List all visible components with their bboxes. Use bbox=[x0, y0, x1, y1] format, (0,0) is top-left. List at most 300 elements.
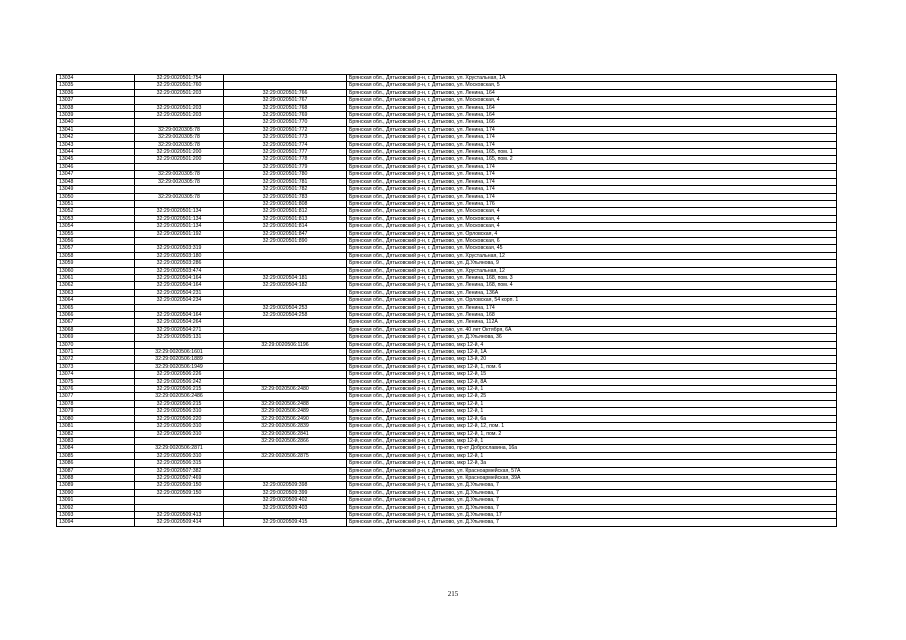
cadastral-number-cell: 32:29:0020501:760 bbox=[135, 82, 224, 89]
building-cadastral-number-cell bbox=[224, 326, 347, 333]
row-number-cell: 13057 bbox=[57, 245, 135, 252]
address-cell: Брянская обл., Дятьковский р-н, г. Дятьково, ул. Ленина, 174 bbox=[347, 134, 837, 141]
address-cell: Брянская обл., Дятьковский р-н, г. Дятьково, мкр 12-й, 1 bbox=[347, 386, 837, 393]
row-number-cell: 13075 bbox=[57, 378, 135, 385]
table-row bbox=[57, 186, 837, 193]
address-cell: Брянская обл., Дятьковский р-н, г. Дятьково, ул. Ленина, 174 bbox=[347, 304, 837, 311]
table-row bbox=[57, 341, 837, 348]
table-row bbox=[57, 149, 837, 156]
row-number-cell: 13088 bbox=[57, 474, 135, 481]
cadastral-number-cell: 32:29:0020506:226 bbox=[135, 371, 224, 378]
table-row bbox=[57, 467, 837, 474]
table-row bbox=[57, 482, 837, 489]
cadastral-number-cell: 32:29:0020501:192 bbox=[135, 230, 224, 237]
building-cadastral-number-cell: 32:29:0020506:2489 bbox=[224, 408, 347, 415]
table-row bbox=[57, 223, 837, 230]
building-cadastral-number-cell bbox=[224, 474, 347, 481]
table-row bbox=[57, 260, 837, 267]
building-cadastral-number-cell bbox=[224, 393, 347, 400]
row-number-cell: 13035 bbox=[57, 82, 135, 89]
address-cell: Брянская обл., Дятьковский р-н, г. Дятьково, ул. Хрустальная, 12 bbox=[347, 252, 837, 259]
building-cadastral-number-cell bbox=[224, 252, 347, 259]
table-row bbox=[57, 193, 837, 200]
address-cell: Брянская обл., Дятьковский р-н, г. Дятьково, мкр 12-й, 6а bbox=[347, 415, 837, 422]
row-number-cell: 13087 bbox=[57, 467, 135, 474]
table-row bbox=[57, 511, 837, 518]
cadastral-number-cell bbox=[135, 186, 224, 193]
building-cadastral-number-cell: 32:29:0020501:778 bbox=[224, 156, 347, 163]
cadastral-number-cell: 32:29:0020503:319 bbox=[135, 245, 224, 252]
building-cadastral-number-cell: 32:29:0020509:399 bbox=[224, 489, 347, 496]
building-cadastral-number-cell bbox=[224, 460, 347, 467]
cadastral-number-cell: 32:29:0020506:310 bbox=[135, 430, 224, 437]
table-row bbox=[57, 497, 837, 504]
cadastral-number-cell: 32:29:0020305:78 bbox=[135, 193, 224, 200]
cadastral-number-cell: 32:29:0020509:414 bbox=[135, 519, 224, 526]
row-number-cell: 13068 bbox=[57, 326, 135, 333]
building-cadastral-number-cell: 32:29:0020501:780 bbox=[224, 171, 347, 178]
table-row bbox=[57, 89, 837, 96]
row-number-cell: 13052 bbox=[57, 208, 135, 215]
building-cadastral-number-cell: 32:29:0020506:1196 bbox=[224, 341, 347, 348]
cadastral-number-cell bbox=[135, 437, 224, 444]
table-row bbox=[57, 356, 837, 363]
building-cadastral-number-cell bbox=[224, 445, 347, 452]
address-cell: Брянская обл., Дятьковский р-н, г. Дятьково, ул. Ленина, 174 bbox=[347, 171, 837, 178]
cadastral-number-cell: 32:29:0020504:164 bbox=[135, 282, 224, 289]
table-row bbox=[57, 452, 837, 459]
address-cell: Брянская обл., Дятьковский р-н, г. Дятьково, ул. Красноармейская, 57А bbox=[347, 467, 837, 474]
cadastral-number-cell: 32:29:0020509:150 bbox=[135, 489, 224, 496]
row-number-cell: 13073 bbox=[57, 363, 135, 370]
row-number-cell: 13061 bbox=[57, 274, 135, 281]
cadastral-number-cell: 32:29:0020507:382 bbox=[135, 467, 224, 474]
row-number-cell: 13070 bbox=[57, 341, 135, 348]
cadastral-number-cell: 32:29:0020505:131 bbox=[135, 334, 224, 341]
row-number-cell: 13058 bbox=[57, 252, 135, 259]
row-number-cell: 13091 bbox=[57, 497, 135, 504]
table-row bbox=[57, 215, 837, 222]
building-cadastral-number-cell: 32:29:0020501:766 bbox=[224, 89, 347, 96]
cadastral-number-cell: 32:29:0020501:134 bbox=[135, 208, 224, 215]
cadastral-number-cell bbox=[135, 200, 224, 207]
cadastral-number-cell: 32:29:0020501:134 bbox=[135, 215, 224, 222]
table-row bbox=[57, 119, 837, 126]
row-number-cell: 13066 bbox=[57, 312, 135, 319]
cadastral-number-cell bbox=[135, 497, 224, 504]
address-cell: Брянская обл., Дятьковский р-н, г. Дятьково, ул. Ленина, 174 bbox=[347, 126, 837, 133]
address-cell: Брянская обл., Дятьковский р-н, г. Дятьково, мкр 12-й, 1 bbox=[347, 452, 837, 459]
row-number-cell: 13076 bbox=[57, 386, 135, 393]
row-number-cell: 13055 bbox=[57, 230, 135, 237]
building-cadastral-number-cell bbox=[224, 289, 347, 296]
address-cell: Брянская обл., Дятьковский р-н, г. Дятьково, мкр 12-й, 12, пом. 1 bbox=[347, 423, 837, 430]
cadastral-number-cell: 32:29:0020506:310 bbox=[135, 408, 224, 415]
building-cadastral-number-cell: 32:29:0020501:773 bbox=[224, 134, 347, 141]
table-row bbox=[57, 104, 837, 111]
building-cadastral-number-cell bbox=[224, 267, 347, 274]
cadastral-number-cell bbox=[135, 304, 224, 311]
building-cadastral-number-cell: 32:29:0020501:777 bbox=[224, 149, 347, 156]
cadastral-number-cell: 32:29:0020506:310 bbox=[135, 423, 224, 430]
row-number-cell: 13065 bbox=[57, 304, 135, 311]
row-number-cell: 13089 bbox=[57, 482, 135, 489]
table-row bbox=[57, 82, 837, 89]
row-number-cell: 13063 bbox=[57, 289, 135, 296]
row-number-cell: 13046 bbox=[57, 163, 135, 170]
row-number-cell: 13080 bbox=[57, 415, 135, 422]
address-cell: Брянская обл., Дятьковский р-н, г. Дятьково, ул. Хрустальная, 12 bbox=[347, 267, 837, 274]
row-number-cell: 13074 bbox=[57, 371, 135, 378]
building-cadastral-number-cell: 32:29:0020501:779 bbox=[224, 163, 347, 170]
table-row bbox=[57, 252, 837, 259]
row-number-cell: 13060 bbox=[57, 267, 135, 274]
row-number-cell: 13043 bbox=[57, 141, 135, 148]
building-cadastral-number-cell bbox=[224, 378, 347, 385]
table-row bbox=[57, 319, 837, 326]
building-cadastral-number-cell: 32:29:0020506:2480 bbox=[224, 386, 347, 393]
table-row bbox=[57, 163, 837, 170]
address-cell: Брянская обл., Дятьковский р-н, г. Дятьково, ул. Ленина, 165, пом. 1 bbox=[347, 149, 837, 156]
building-cadastral-number-cell: 32:29:0020501:774 bbox=[224, 141, 347, 148]
row-number-cell: 13040 bbox=[57, 119, 135, 126]
cadastral-number-cell: 32:29:0020501:134 bbox=[135, 223, 224, 230]
table-row bbox=[57, 289, 837, 296]
building-cadastral-number-cell: 32:29:0020504:253 bbox=[224, 304, 347, 311]
row-number-cell: 13064 bbox=[57, 297, 135, 304]
row-number-cell: 13053 bbox=[57, 215, 135, 222]
page-number: 215 bbox=[447, 590, 459, 598]
table-row bbox=[57, 489, 837, 496]
building-cadastral-number-cell: 32:29:0020509:402 bbox=[224, 497, 347, 504]
building-cadastral-number-cell: 32:29:0020506:2490 bbox=[224, 415, 347, 422]
address-cell: Брянская обл., Дятьковский р-н, г. Дятьково, мкр 12-й, 1А bbox=[347, 349, 837, 356]
building-cadastral-number-cell: 32:29:0020501:772 bbox=[224, 126, 347, 133]
building-cadastral-number-cell bbox=[224, 334, 347, 341]
row-number-cell: 13093 bbox=[57, 511, 135, 518]
building-cadastral-number-cell: 32:29:0020501:890 bbox=[224, 237, 347, 244]
cadastral-number-cell: 32:29:0020509:150 bbox=[135, 482, 224, 489]
table-row bbox=[57, 230, 837, 237]
cadastral-number-cell: 32:29:0020504:234 bbox=[135, 297, 224, 304]
address-cell: Брянская обл., Дятьковский р-н, г. Дятьково, ул. 40 лет Октября, 6А bbox=[347, 326, 837, 333]
table-row bbox=[57, 297, 837, 304]
table-row bbox=[57, 334, 837, 341]
building-cadastral-number-cell: 32:29:0020501:812 bbox=[224, 208, 347, 215]
row-number-cell: 13079 bbox=[57, 408, 135, 415]
address-cell: Брянская обл., Дятьковский р-н, г. Дятьково, ул. Д.Ульянова, 7 bbox=[347, 497, 837, 504]
row-number-cell: 13039 bbox=[57, 112, 135, 119]
building-cadastral-number-cell: 32:29:0020501:767 bbox=[224, 97, 347, 104]
building-cadastral-number-cell: 32:29:0020501:770 bbox=[224, 119, 347, 126]
address-cell: Брянская обл., Дятьковский р-н, г. Дятьково, ул. Ленина, 168 bbox=[347, 312, 837, 319]
building-cadastral-number-cell: 32:29:0020509:398 bbox=[224, 482, 347, 489]
address-cell: Брянская обл., Дятьковский р-н, г. Дятьково, ул. Ленина, 164 bbox=[347, 112, 837, 119]
address-cell: Брянская обл., Дятьковский р-н, г. Дятьково, ул. Ленина, 168, пом. 3 bbox=[347, 274, 837, 281]
row-number-cell: 13071 bbox=[57, 349, 135, 356]
table-row bbox=[57, 126, 837, 133]
table-row bbox=[57, 245, 837, 252]
table-row bbox=[57, 134, 837, 141]
address-cell: Брянская обл., Дятьковский р-н, г. Дятьково, мкр 12-й, 8А bbox=[347, 378, 837, 385]
row-number-cell: 13054 bbox=[57, 223, 135, 230]
address-cell: Брянская обл., Дятьковский р-н, г. Дятьково, ул. Д.Ульянова, 36 bbox=[347, 334, 837, 341]
cadastral-number-cell: 32:29:0020504:164 bbox=[135, 312, 224, 319]
cadastral-number-cell: 32:29:0020506:242 bbox=[135, 378, 224, 385]
row-number-cell: 13059 bbox=[57, 260, 135, 267]
cadastral-number-cell: 32:29:0020305:78 bbox=[135, 141, 224, 148]
address-cell: Брянская обл., Дятьковский р-н, г. Дятьково, ул. Ленина, 174 bbox=[347, 163, 837, 170]
building-cadastral-number-cell: 32:29:0020501:847 bbox=[224, 230, 347, 237]
table-row bbox=[57, 178, 837, 185]
row-number-cell: 13037 bbox=[57, 97, 135, 104]
cadastral-number-cell: 32:29:0020506:220 bbox=[135, 415, 224, 422]
building-cadastral-number-cell: 32:29:0020501:781 bbox=[224, 178, 347, 185]
row-number-cell: 13090 bbox=[57, 489, 135, 496]
cadastral-number-cell: 32:29:0020506:1949 bbox=[135, 363, 224, 370]
building-cadastral-number-cell: 32:29:0020501:768 bbox=[224, 104, 347, 111]
table-row bbox=[57, 312, 837, 319]
cadastral-number-cell: 32:29:0020504:231 bbox=[135, 289, 224, 296]
address-cell: Брянская обл., Дятьковский р-н, г. Дятьково, ул. Д.Ульянова, 7 bbox=[347, 504, 837, 511]
building-cadastral-number-cell bbox=[224, 245, 347, 252]
row-number-cell: 13044 bbox=[57, 149, 135, 156]
address-cell: Брянская обл., Дятьковский р-н, г. Дятьково, ул. Московская, 5 bbox=[347, 82, 837, 89]
table-row bbox=[57, 430, 837, 437]
address-cell: Брянская обл., Дятьковский р-н, г. Дятьково, ул. Ленина, 165, пом. 2 bbox=[347, 156, 837, 163]
address-cell: Брянская обл., Дятьковский р-н, г. Дятьково, ул. Московская, 4 bbox=[347, 208, 837, 215]
cadastral-number-cell: 32:29:0020504:271 bbox=[135, 326, 224, 333]
cadastral-number-cell: 32:29:0020507:469 bbox=[135, 474, 224, 481]
building-cadastral-number-cell: 32:29:0020509:415 bbox=[224, 519, 347, 526]
table-row bbox=[57, 112, 837, 119]
table-row bbox=[57, 267, 837, 274]
address-cell: Брянская обл., Дятьковский р-н, г. Дятьково, пр-кт Доброславина, 16а bbox=[347, 445, 837, 452]
address-cell: Брянская обл., Дятьковский р-н, г. Дятьково, ул. Д.Ульянова, 7 bbox=[347, 489, 837, 496]
address-cell: Брянская обл., Дятьковский р-н, г. Дятьково, мкр 13-й, 20 bbox=[347, 356, 837, 363]
building-cadastral-number-cell bbox=[224, 511, 347, 518]
table-row bbox=[57, 156, 837, 163]
building-cadastral-number-cell: 32:29:0020504:258 bbox=[224, 312, 347, 319]
address-cell: Брянская обл., Дятьковский р-н, г. Дятьково, ул. Ленина, 174 bbox=[347, 186, 837, 193]
table-row bbox=[57, 171, 837, 178]
table-row bbox=[57, 282, 837, 289]
building-cadastral-number-cell: 32:29:0020506:2875 bbox=[224, 452, 347, 459]
registry-table-body bbox=[57, 75, 837, 527]
table-row bbox=[57, 274, 837, 281]
row-number-cell: 13077 bbox=[57, 393, 135, 400]
table-row bbox=[57, 75, 837, 82]
row-number-cell: 13050 bbox=[57, 193, 135, 200]
address-cell: Брянская обл., Дятьковский р-н, г. Дятьково, ул. Д.Ульянова, 9 bbox=[347, 260, 837, 267]
table-row bbox=[57, 400, 837, 407]
cadastral-number-cell bbox=[135, 341, 224, 348]
cadastral-number-cell: 32:29:0020506:2871 bbox=[135, 445, 224, 452]
cadastral-number-cell bbox=[135, 504, 224, 511]
address-cell: Брянская обл., Дятьковский р-н, г. Дятьково, ул. Московская, 4 bbox=[347, 223, 837, 230]
address-cell: Брянская обл., Дятьковский р-н, г. Дятьково, ул. Московская, 4 bbox=[347, 97, 837, 104]
building-cadastral-number-cell bbox=[224, 297, 347, 304]
row-number-cell: 13045 bbox=[57, 156, 135, 163]
row-number-cell: 13036 bbox=[57, 89, 135, 96]
table-row bbox=[57, 200, 837, 207]
building-cadastral-number-cell: 32:29:0020506:2839 bbox=[224, 423, 347, 430]
cadastral-number-cell: 32:29:0020506:2486 bbox=[135, 393, 224, 400]
table-row bbox=[57, 474, 837, 481]
building-cadastral-number-cell: 32:29:0020501:813 bbox=[224, 215, 347, 222]
table-row bbox=[57, 445, 837, 452]
cadastral-number-cell: 32:29:0020305:78 bbox=[135, 171, 224, 178]
cadastral-number-cell: 32:29:0020503:180 bbox=[135, 252, 224, 259]
cadastral-number-cell bbox=[135, 163, 224, 170]
row-number-cell: 13094 bbox=[57, 519, 135, 526]
address-cell: Брянская обл., Дятьковский р-н, г. Дятьково, ул. Ленина, 164 bbox=[347, 104, 837, 111]
building-cadastral-number-cell bbox=[224, 371, 347, 378]
cadastral-number-cell: 32:29:0020506:1889 bbox=[135, 356, 224, 363]
address-cell: Брянская обл., Дятьковский р-н, г. Дятьково, ул. Ленина, 174 bbox=[347, 141, 837, 148]
table-row bbox=[57, 141, 837, 148]
cadastral-number-cell: 32:29:0020501:203 bbox=[135, 112, 224, 119]
address-cell: Брянская обл., Дятьковский р-н, г. Дятьково, ул. Ленина, 112А bbox=[347, 319, 837, 326]
table-row bbox=[57, 415, 837, 422]
cadastral-number-cell: 32:29:0020506:1601 bbox=[135, 349, 224, 356]
building-cadastral-number-cell bbox=[224, 356, 347, 363]
row-number-cell: 13092 bbox=[57, 504, 135, 511]
table-row bbox=[57, 393, 837, 400]
address-cell: Брянская обл., Дятьковский р-н, г. Дятьково, мкр 12-й, 25 bbox=[347, 393, 837, 400]
cadastral-number-cell: 32:29:0020506:215 bbox=[135, 386, 224, 393]
row-number-cell: 13069 bbox=[57, 334, 135, 341]
address-cell: Брянская обл., Дятьковский р-н, г. Дятьково, ул. Ленина, 166 bbox=[347, 119, 837, 126]
row-number-cell: 13048 bbox=[57, 178, 135, 185]
building-cadastral-number-cell bbox=[224, 82, 347, 89]
table-row bbox=[57, 437, 837, 444]
cadastral-number-cell: 32:29:0020501:754 bbox=[135, 75, 224, 82]
address-cell: Брянская обл., Дятьковский р-н, г. Дятьково, мкр 12-й, 15 bbox=[347, 371, 837, 378]
property-registry-table bbox=[56, 74, 837, 527]
building-cadastral-number-cell bbox=[224, 75, 347, 82]
address-cell: Брянская обл., Дятьковский р-н, г. Дятьково, мкр 12-й, 1 bbox=[347, 400, 837, 407]
cadastral-number-cell: 32:29:0020504:164 bbox=[135, 274, 224, 281]
table-row bbox=[57, 208, 837, 215]
building-cadastral-number-cell bbox=[224, 467, 347, 474]
building-cadastral-number-cell bbox=[224, 319, 347, 326]
cadastral-number-cell: 32:29:0020503:286 bbox=[135, 260, 224, 267]
address-cell: Брянская обл., Дятьковский р-н, г. Дятьково, ул. Орловская, 54 корп. 1 bbox=[347, 297, 837, 304]
building-cadastral-number-cell: 32:29:0020501:769 bbox=[224, 112, 347, 119]
building-cadastral-number-cell: 32:29:0020506:2866 bbox=[224, 437, 347, 444]
table-row bbox=[57, 349, 837, 356]
cadastral-number-cell bbox=[135, 237, 224, 244]
table-row bbox=[57, 386, 837, 393]
building-cadastral-number-cell: 32:29:0020504:182 bbox=[224, 282, 347, 289]
address-cell: Брянская обл., Дятьковский р-н, г. Дятьково, мкр 12-й, 1 bbox=[347, 437, 837, 444]
address-cell: Брянская обл., Дятьковский р-н, г. Дятьково, ул. Ленина, 176 bbox=[347, 200, 837, 207]
cadastral-number-cell: 32:29:0020503:474 bbox=[135, 267, 224, 274]
building-cadastral-number-cell: 32:29:0020506:2488 bbox=[224, 400, 347, 407]
address-cell: Брянская обл., Дятьковский р-н, г. Дятьково, ул. Д.Ульянова, 7 bbox=[347, 482, 837, 489]
cadastral-number-cell bbox=[135, 97, 224, 104]
building-cadastral-number-cell bbox=[224, 260, 347, 267]
address-cell: Брянская обл., Дятьковский р-н, г. Дятьково, мкр 12-й, 3а bbox=[347, 460, 837, 467]
row-number-cell: 13056 bbox=[57, 237, 135, 244]
cadastral-number-cell: 32:29:0020504:264 bbox=[135, 319, 224, 326]
cadastral-number-cell: 32:29:0020501:203 bbox=[135, 104, 224, 111]
table-row bbox=[57, 237, 837, 244]
table-row bbox=[57, 408, 837, 415]
row-number-cell: 13084 bbox=[57, 445, 135, 452]
address-cell: Брянская обл., Дятьковский р-н, г. Дятьково, мкр 12-й, 1, пом. 6 bbox=[347, 363, 837, 370]
row-number-cell: 13082 bbox=[57, 430, 135, 437]
address-cell: Брянская обл., Дятьковский р-н, г. Дятьково, ул. Ленина, 174 bbox=[347, 193, 837, 200]
row-number-cell: 13083 bbox=[57, 437, 135, 444]
table-row bbox=[57, 423, 837, 430]
table-row bbox=[57, 363, 837, 370]
building-cadastral-number-cell: 32:29:0020501:783 bbox=[224, 193, 347, 200]
row-number-cell: 13072 bbox=[57, 356, 135, 363]
table-row bbox=[57, 460, 837, 467]
building-cadastral-number-cell bbox=[224, 363, 347, 370]
row-number-cell: 13041 bbox=[57, 126, 135, 133]
cadastral-number-cell: 32:29:0020509:413 bbox=[135, 511, 224, 518]
table-row bbox=[57, 519, 837, 526]
address-cell: Брянская обл., Дятьковский р-н, г. Дятьково, ул. Московская, 6 bbox=[347, 237, 837, 244]
building-cadastral-number-cell: 32:29:0020501:782 bbox=[224, 186, 347, 193]
address-cell: Брянская обл., Дятьковский р-н, г. Дятьково, мкр 12-й, 4 bbox=[347, 341, 837, 348]
cadastral-number-cell: 32:29:0020305:78 bbox=[135, 134, 224, 141]
address-cell: Брянская обл., Дятьковский р-н, г. Дятьково, ул. Ленина, 168, пом. 4 bbox=[347, 282, 837, 289]
row-number-cell: 13042 bbox=[57, 134, 135, 141]
table-row bbox=[57, 304, 837, 311]
row-number-cell: 13047 bbox=[57, 171, 135, 178]
row-number-cell: 13067 bbox=[57, 319, 135, 326]
address-cell: Брянская обл., Дятьковский р-н, г. Дятьково, ул. Орловская, 4 bbox=[347, 230, 837, 237]
row-number-cell: 13078 bbox=[57, 400, 135, 407]
table-row bbox=[57, 326, 837, 333]
row-number-cell: 13038 bbox=[57, 104, 135, 111]
cadastral-number-cell bbox=[135, 119, 224, 126]
table-row bbox=[57, 378, 837, 385]
address-cell: Брянская обл., Дятьковский р-н, г. Дятьково, ул. Московская, 45 bbox=[347, 245, 837, 252]
address-cell: Брянская обл., Дятьковский р-н, г. Дятьково, ул. Ленина, 164 bbox=[347, 89, 837, 96]
cadastral-number-cell: 32:29:0020501:200 bbox=[135, 156, 224, 163]
address-cell: Брянская обл., Дятьковский р-н, г. Дятьково, мкр 12-й, 1 bbox=[347, 408, 837, 415]
address-cell: Брянская обл., Дятьковский р-н, г. Дятьково, ул. Московская, 4 bbox=[347, 215, 837, 222]
cadastral-number-cell: 32:29:0020501:200 bbox=[135, 149, 224, 156]
building-cadastral-number-cell: 32:29:0020509:403 bbox=[224, 504, 347, 511]
row-number-cell: 13049 bbox=[57, 186, 135, 193]
table-row bbox=[57, 371, 837, 378]
building-cadastral-number-cell: 32:29:0020504:181 bbox=[224, 274, 347, 281]
address-cell: Брянская обл., Дятьковский р-н, г. Дятьково, ул. Д.Ульянова, 17 bbox=[347, 511, 837, 518]
row-number-cell: 13062 bbox=[57, 282, 135, 289]
cadastral-number-cell: 32:29:0020305:78 bbox=[135, 178, 224, 185]
row-number-cell: 13081 bbox=[57, 423, 135, 430]
cadastral-number-cell: 32:29:0020506:315 bbox=[135, 460, 224, 467]
building-cadastral-number-cell: 32:29:0020506:2841 bbox=[224, 430, 347, 437]
address-cell: Брянская обл., Дятьковский р-н, г. Дятьково, мкр 12-й, 1, пом. 2 bbox=[347, 430, 837, 437]
cadastral-number-cell: 32:29:0020506:310 bbox=[135, 452, 224, 459]
cadastral-number-cell: 32:29:0020506:215 bbox=[135, 400, 224, 407]
row-number-cell: 13086 bbox=[57, 460, 135, 467]
cadastral-number-cell: 32:29:0020501:203 bbox=[135, 89, 224, 96]
building-cadastral-number-cell bbox=[224, 349, 347, 356]
address-cell: Брянская обл., Дятьковский р-н, г. Дятьково, ул. Хрустальная, 1А bbox=[347, 75, 837, 82]
row-number-cell: 13034 bbox=[57, 75, 135, 82]
table-row bbox=[57, 504, 837, 511]
row-number-cell: 13051 bbox=[57, 200, 135, 207]
row-number-cell: 13085 bbox=[57, 452, 135, 459]
